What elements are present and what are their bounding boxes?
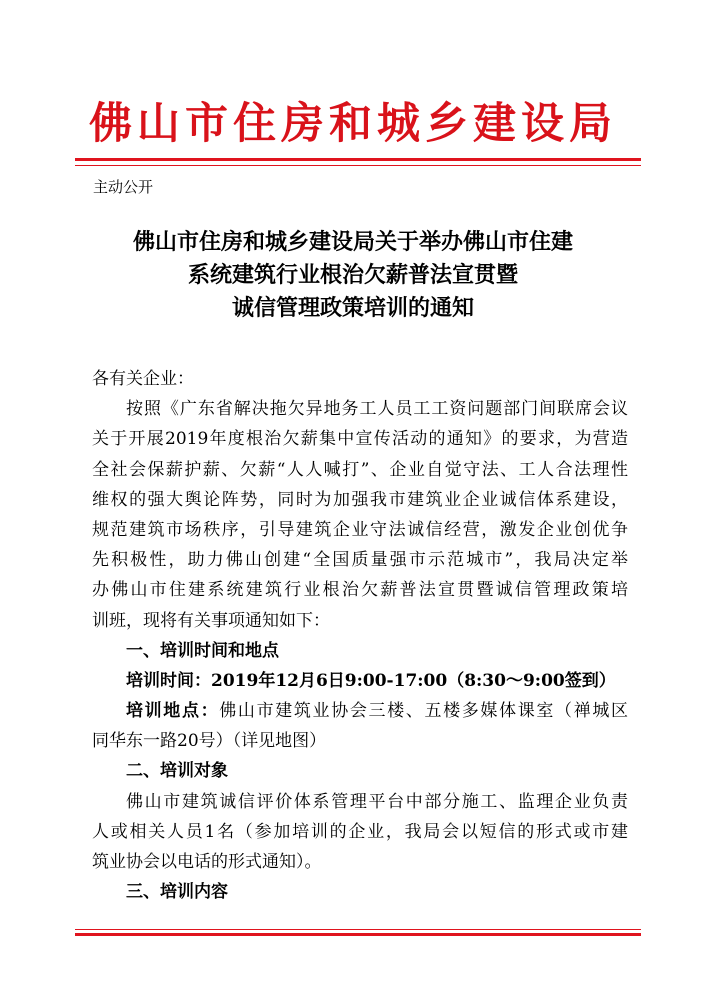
header-rule-thick xyxy=(75,158,641,161)
document-body xyxy=(92,364,628,907)
paragraph-line: 训班，现将有关事项通知如下： xyxy=(92,610,330,631)
paragraph-line: 先积极性，助力佛山创建“全国质量强市示范城市”，我局决定举 xyxy=(92,550,628,571)
paragraph-line: 办佛山市住建系统建筑行业根治欠薪普法宣贯暨诚信管理政策培 xyxy=(92,580,628,601)
training-time xyxy=(92,666,628,696)
footer-rule-thin xyxy=(75,929,641,930)
paragraph-line: 按照《广东省解决拖欠异地务工人员工工资问题部门间联席会议 xyxy=(126,399,628,420)
section-heading: 二、培训对象 xyxy=(126,761,228,782)
training-place-value: 佛山市建筑业协会三楼、五楼多媒体课室（禅城区 xyxy=(219,701,628,722)
document-title xyxy=(60,226,646,325)
paragraph-line: 全社会保薪护薪、欠薪“人人喊打”、企业自觉守法、工人合法理性 xyxy=(92,459,628,480)
disclosure-label: 主动公开 xyxy=(93,178,154,196)
training-time-value: 2019年12月6日9:00-17:00（8:30～9:00签到） xyxy=(211,670,616,691)
training-place xyxy=(92,696,628,726)
title-line: 佛山市住房和城乡建设局关于举办佛山市住建 xyxy=(132,229,573,255)
training-time-label: 培训时间： xyxy=(126,670,211,691)
paragraph-line: 同华东一路20号）（详见地图） xyxy=(92,731,327,752)
salutation: 各有关企业： xyxy=(92,369,194,389)
paragraph-line: 规范建筑市场秩序，引导建筑企业守法诚信经营，激发企业创优争 xyxy=(92,519,628,540)
paragraph-line: 维权的强大舆论阵势，同时为加强我市建筑业企业诚信体系建设， xyxy=(92,489,628,510)
title-line: 系统建筑行业根治欠薪普法宣贯暨 xyxy=(187,262,518,288)
header-rule-thin xyxy=(75,165,641,166)
agency-header-title: 佛山市住房和城乡建设局 xyxy=(89,99,617,149)
paragraph-line: 人或相关人员1名（参加培训的企业，我局会以短信的形式或市建 xyxy=(92,821,628,842)
paragraph-line: 佛山市建筑诚信评价体系管理平台中部分施工、监理企业负责 xyxy=(126,791,628,812)
footer-rule-thick xyxy=(75,933,641,936)
section-heading: 一、培训时间和地点 xyxy=(126,640,279,661)
section-heading: 三、培训内容 xyxy=(126,882,228,903)
paragraph-line: 筑业协会以电话的形式通知）。 xyxy=(92,852,322,872)
training-place-label: 培训地点： xyxy=(126,701,220,722)
paragraph-line: 关于开展2019年度根治欠薪集中宣传活动的通知》的要求，为营造 xyxy=(92,429,628,450)
title-line: 诚信管理政策培训的通知 xyxy=(231,295,474,321)
